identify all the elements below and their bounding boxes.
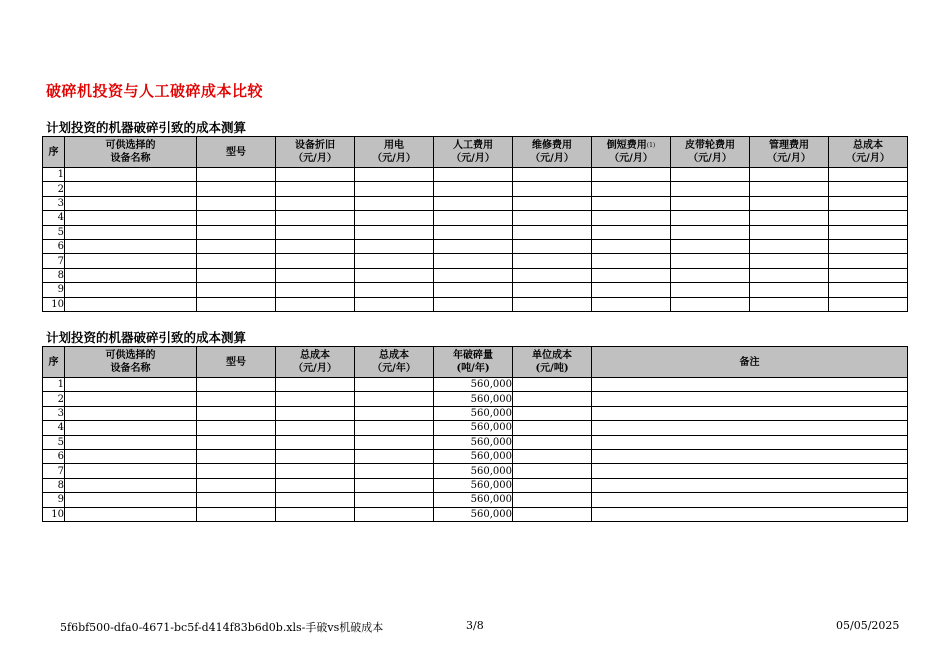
table-cell[interactable] <box>592 211 671 225</box>
row-number-cell[interactable]: 3 <box>43 406 65 420</box>
table-cell[interactable] <box>65 283 197 297</box>
table-cell[interactable] <box>197 196 276 210</box>
table-row <box>43 478 908 492</box>
table-cell[interactable] <box>197 211 276 225</box>
table-cell[interactable] <box>355 449 434 463</box>
row-number-cell[interactable]: 2 <box>43 182 65 196</box>
table-cell[interactable] <box>65 406 197 420</box>
table-cell[interactable] <box>197 449 276 463</box>
table-cell[interactable] <box>671 268 750 282</box>
table-cell[interactable] <box>276 435 355 449</box>
table-cell[interactable] <box>671 211 750 225</box>
header-unit: 设备名称 <box>110 363 151 374</box>
table-cell[interactable] <box>829 268 908 282</box>
table2-title: 计划投资的机器破碎引致的成本测算 <box>46 330 247 345</box>
table-cell[interactable] <box>355 378 434 392</box>
table2-header-row <box>43 347 908 378</box>
table2-header-cell <box>355 347 434 378</box>
table-cell[interactable] <box>513 421 592 435</box>
table-row <box>43 392 908 406</box>
table-row <box>43 507 908 521</box>
table-row <box>43 168 908 182</box>
table-cell[interactable] <box>65 254 197 268</box>
table-cell[interactable] <box>197 268 276 282</box>
table-cell[interactable] <box>513 493 592 507</box>
table-cell[interactable] <box>829 196 908 210</box>
row-number-cell[interactable]: 1 <box>43 168 65 182</box>
table-cell[interactable] <box>592 196 671 210</box>
table-cell[interactable] <box>276 392 355 406</box>
header-label: 总成本 <box>300 350 330 361</box>
table-cell[interactable] <box>671 168 750 182</box>
header-unit: （元/月） <box>688 153 732 164</box>
table-cell[interactable] <box>829 239 908 253</box>
row-number-cell[interactable]: 1 <box>43 378 65 392</box>
table-cell[interactable] <box>434 225 513 239</box>
table-cell[interactable] <box>276 168 355 182</box>
header-label: 总成本 <box>379 350 409 361</box>
header-label: 管理费用 <box>769 140 809 151</box>
table-cell[interactable] <box>276 478 355 492</box>
table-cell[interactable] <box>671 283 750 297</box>
row-number-cell[interactable]: 10 <box>43 297 65 311</box>
table-cell[interactable] <box>592 283 671 297</box>
table-cell[interactable] <box>829 254 908 268</box>
table-cell[interactable] <box>276 493 355 507</box>
table-row <box>43 268 908 282</box>
table-row <box>43 449 908 463</box>
annual-volume-cell[interactable]: 560,000 <box>434 464 513 478</box>
row-number-cell[interactable]: 5 <box>43 225 65 239</box>
row-number-cell[interactable]: 8 <box>43 478 65 492</box>
table-cell[interactable] <box>355 507 434 521</box>
table-cell[interactable] <box>592 507 908 521</box>
table2-header-cell <box>65 347 197 378</box>
table-cell[interactable] <box>592 268 671 282</box>
table1-header-row <box>43 137 908 168</box>
table-cell[interactable] <box>750 239 829 253</box>
table-cell[interactable] <box>276 268 355 282</box>
table-row <box>43 254 908 268</box>
table-cell[interactable] <box>197 478 276 492</box>
table-cell[interactable] <box>829 297 908 311</box>
header-label: 设备折旧 <box>295 140 335 151</box>
annual-volume-cell[interactable]: 560,000 <box>434 449 513 463</box>
table-row <box>43 493 908 507</box>
table-cell[interactable] <box>592 254 671 268</box>
table-cell[interactable] <box>513 225 592 239</box>
table1-header-cell <box>592 137 671 168</box>
table-row <box>43 182 908 196</box>
table-cell[interactable] <box>355 283 434 297</box>
table-row <box>43 211 908 225</box>
row-number-cell[interactable]: 5 <box>43 435 65 449</box>
table-cell[interactable] <box>65 493 197 507</box>
table-cell[interactable] <box>671 182 750 196</box>
table-row <box>43 421 908 435</box>
table2-header-cell <box>197 347 276 378</box>
table-cell[interactable] <box>355 464 434 478</box>
table-cell[interactable] <box>197 378 276 392</box>
table-cell[interactable] <box>276 239 355 253</box>
header-label: 备注 <box>739 356 760 368</box>
table-cell[interactable] <box>276 378 355 392</box>
table-cell[interactable] <box>276 507 355 521</box>
table-cell[interactable] <box>513 507 592 521</box>
header-unit: （元/月） <box>293 153 337 164</box>
row-number-cell[interactable]: 10 <box>43 507 65 521</box>
table-cell[interactable] <box>65 421 197 435</box>
table-cell[interactable] <box>276 421 355 435</box>
table-cell[interactable] <box>65 225 197 239</box>
table-cell[interactable] <box>65 507 197 521</box>
table-cell[interactable] <box>355 254 434 268</box>
table-cell[interactable] <box>65 378 197 392</box>
table-row <box>43 297 908 311</box>
header-unit: （元/月） <box>451 153 495 164</box>
table-row <box>43 283 908 297</box>
table-cell[interactable] <box>513 449 592 463</box>
table-row <box>43 196 908 210</box>
table-cell[interactable] <box>829 182 908 196</box>
table2-header-cell <box>513 347 592 378</box>
table-cell[interactable] <box>65 196 197 210</box>
table-cell[interactable] <box>65 168 197 182</box>
table-cell[interactable] <box>592 225 671 239</box>
table-cell[interactable] <box>197 168 276 182</box>
table-cell[interactable] <box>197 421 276 435</box>
table-cell[interactable] <box>671 225 750 239</box>
header-label: 可供选择的 <box>105 350 156 361</box>
header-label: 倒短费用 <box>606 140 647 151</box>
table-cell[interactable] <box>276 449 355 463</box>
table-cell[interactable] <box>276 464 355 478</box>
table-row <box>43 378 908 392</box>
table-cell[interactable] <box>592 478 908 492</box>
footer-date: 05/05/2025 <box>836 619 900 632</box>
table-cell[interactable] <box>355 225 434 239</box>
header-unit: 设备名称 <box>110 153 151 164</box>
table-cell[interactable] <box>829 168 908 182</box>
header-label: 序 <box>48 146 59 158</box>
header-unit: (元/吨) <box>535 363 569 374</box>
table-cell[interactable] <box>276 406 355 420</box>
table-cell[interactable] <box>434 168 513 182</box>
table-cell[interactable] <box>355 168 434 182</box>
table-cell[interactable] <box>592 182 671 196</box>
table1-header-cell <box>197 137 276 168</box>
table-cell[interactable] <box>355 421 434 435</box>
table-cell[interactable] <box>750 297 829 311</box>
annual-volume-cell[interactable]: 560,000 <box>434 406 513 420</box>
table-cell[interactable] <box>276 283 355 297</box>
row-number-cell[interactable]: 6 <box>43 239 65 253</box>
table-cell[interactable] <box>434 239 513 253</box>
table-cell[interactable] <box>65 297 197 311</box>
table-cell[interactable] <box>671 297 750 311</box>
table-cell[interactable] <box>197 435 276 449</box>
table-row <box>43 406 908 420</box>
table-cell[interactable] <box>355 196 434 210</box>
table-cell[interactable] <box>65 464 197 478</box>
table-row <box>43 225 908 239</box>
table-cell[interactable] <box>355 297 434 311</box>
table-cell[interactable] <box>197 406 276 420</box>
table-cell[interactable] <box>197 493 276 507</box>
table-cell[interactable] <box>355 211 434 225</box>
header-label: 维修费用 <box>532 140 572 151</box>
table-cell[interactable] <box>671 254 750 268</box>
table-row <box>43 435 908 449</box>
table1-header-cell <box>750 137 829 168</box>
table-cell[interactable] <box>592 421 908 435</box>
header-label: 年破碎量 <box>453 350 493 361</box>
table-cell[interactable] <box>829 211 908 225</box>
table-cell[interactable] <box>592 168 671 182</box>
header-unit: （元/月） <box>609 153 653 164</box>
table-row <box>43 239 908 253</box>
table-cell[interactable] <box>65 239 197 253</box>
table-cell[interactable] <box>750 196 829 210</box>
row-number-cell[interactable]: 3 <box>43 196 65 210</box>
annual-volume-cell[interactable]: 560,000 <box>434 478 513 492</box>
table-cell[interactable] <box>65 182 197 196</box>
table-cell[interactable] <box>355 268 434 282</box>
table-cell[interactable] <box>434 268 513 282</box>
table-cell[interactable] <box>197 182 276 196</box>
header-label: 型号 <box>226 356 246 368</box>
table-cell[interactable] <box>750 211 829 225</box>
table-cell[interactable] <box>513 182 592 196</box>
table-cell[interactable] <box>434 254 513 268</box>
annual-volume-cell[interactable]: 560,000 <box>434 421 513 435</box>
header-unit: （元/年） <box>372 363 416 374</box>
table-cell[interactable] <box>355 392 434 406</box>
table-cell[interactable] <box>276 225 355 239</box>
table-cell[interactable] <box>65 449 197 463</box>
table-cell[interactable] <box>65 392 197 406</box>
row-number-cell[interactable]: 6 <box>43 449 65 463</box>
header-label: 序 <box>48 356 59 368</box>
table-cell[interactable] <box>592 464 908 478</box>
footer-filename: 5f6bf500-dfa0-4671-bc5f-d414f83b6d0b.xls-手破vs机破成本 <box>60 621 384 634</box>
annual-volume-cell[interactable]: 560,000 <box>434 435 513 449</box>
table1-header-cell <box>434 137 513 168</box>
table-cell[interactable] <box>276 182 355 196</box>
row-number-cell[interactable]: 9 <box>43 283 65 297</box>
page-title: 破碎机投资与人工破碎成本比较 <box>46 82 264 100</box>
table-cell[interactable] <box>197 464 276 478</box>
table2-header-cell <box>434 347 513 378</box>
table-cell[interactable] <box>513 168 592 182</box>
row-number-cell[interactable]: 7 <box>43 254 65 268</box>
table-cell[interactable] <box>829 283 908 297</box>
header-unit: （元/月） <box>293 363 337 374</box>
table1-header-cell <box>829 137 908 168</box>
row-number-cell[interactable]: 7 <box>43 464 65 478</box>
table-cell[interactable] <box>750 283 829 297</box>
table-cell[interactable] <box>513 378 592 392</box>
table-cell[interactable] <box>197 392 276 406</box>
header-unit: （元/月） <box>846 153 890 164</box>
table-cell[interactable] <box>592 406 908 420</box>
table2-header-cell <box>276 347 355 378</box>
header-unit: (吨/年) <box>456 363 490 374</box>
header-unit: （元/月） <box>530 153 574 164</box>
header-unit: （元/月） <box>372 153 416 164</box>
row-number-cell[interactable]: 4 <box>43 211 65 225</box>
table-cell[interactable] <box>592 435 908 449</box>
table-cell[interactable] <box>434 196 513 210</box>
table-cell[interactable] <box>592 493 908 507</box>
table-cell[interactable] <box>355 493 434 507</box>
table1-header-cell <box>513 137 592 168</box>
annual-volume-cell[interactable]: 560,000 <box>434 493 513 507</box>
table-cell[interactable] <box>671 196 750 210</box>
table-cell[interactable] <box>355 478 434 492</box>
row-number-cell[interactable]: 9 <box>43 493 65 507</box>
cost-table-annual <box>42 346 908 522</box>
table1-header-cell <box>65 137 197 168</box>
table-cell[interactable] <box>197 239 276 253</box>
table-cell[interactable] <box>197 283 276 297</box>
table-cell[interactable] <box>592 378 908 392</box>
table-row <box>43 464 908 478</box>
table-cell[interactable] <box>65 478 197 492</box>
table-cell[interactable] <box>750 268 829 282</box>
table-cell[interactable] <box>513 211 592 225</box>
table2-header-cell <box>592 347 908 378</box>
table1-header-cell <box>43 137 65 168</box>
table-cell[interactable] <box>276 297 355 311</box>
table-cell[interactable] <box>513 464 592 478</box>
table-cell[interactable] <box>197 254 276 268</box>
table-cell[interactable] <box>592 239 671 253</box>
table-cell[interactable] <box>434 283 513 297</box>
table-cell[interactable] <box>592 297 671 311</box>
table1-title: 计划投资的机器破碎引致的成本测算 <box>46 120 247 135</box>
table-cell[interactable] <box>355 406 434 420</box>
table-cell[interactable] <box>513 297 592 311</box>
table-cell[interactable] <box>513 254 592 268</box>
table1-header-cell <box>671 137 750 168</box>
table-cell[interactable] <box>276 211 355 225</box>
table-cell[interactable] <box>671 239 750 253</box>
table-cell[interactable] <box>513 196 592 210</box>
table-cell[interactable] <box>434 297 513 311</box>
table-cell[interactable] <box>197 297 276 311</box>
annual-volume-cell[interactable]: 560,000 <box>434 392 513 406</box>
table-cell[interactable] <box>65 268 197 282</box>
footer-page-number: 3/8 <box>466 619 484 632</box>
header-label: 可供选择的 <box>105 140 156 151</box>
table-cell[interactable] <box>276 254 355 268</box>
table-cell[interactable] <box>750 254 829 268</box>
table2-header-cell <box>43 347 65 378</box>
header-footnote-mark: (1) <box>646 142 656 149</box>
header-label: 单位成本 <box>532 350 572 361</box>
header-label: 皮带轮费用 <box>685 140 735 151</box>
table-cell[interactable] <box>355 435 434 449</box>
table-cell[interactable] <box>65 435 197 449</box>
row-number-cell[interactable]: 8 <box>43 268 65 282</box>
table-cell[interactable] <box>513 478 592 492</box>
table-cell[interactable] <box>65 211 197 225</box>
table-cell[interactable] <box>513 435 592 449</box>
header-unit: （元/月） <box>767 153 811 164</box>
table1-header-cell <box>355 137 434 168</box>
table-cell[interactable] <box>513 268 592 282</box>
table-cell[interactable] <box>434 211 513 225</box>
header-label: 型号 <box>226 146 246 158</box>
table-cell[interactable] <box>513 406 592 420</box>
table-cell[interactable] <box>355 182 434 196</box>
table-cell[interactable] <box>592 449 908 463</box>
table-cell[interactable] <box>829 225 908 239</box>
header-label: 用电 <box>384 140 404 151</box>
row-number-cell[interactable]: 2 <box>43 392 65 406</box>
table-cell[interactable] <box>197 225 276 239</box>
table-cell[interactable] <box>434 182 513 196</box>
annual-volume-cell[interactable]: 560,000 <box>434 378 513 392</box>
table-cell[interactable] <box>276 196 355 210</box>
table-cell[interactable] <box>750 225 829 239</box>
table-cell[interactable] <box>750 182 829 196</box>
table-cell[interactable] <box>513 392 592 406</box>
cost-table-monthly <box>42 136 908 312</box>
table-cell[interactable] <box>513 283 592 297</box>
table-cell[interactable] <box>355 239 434 253</box>
table-cell[interactable] <box>750 168 829 182</box>
table-cell[interactable] <box>592 392 908 406</box>
table-cell[interactable] <box>513 239 592 253</box>
table1-header-cell <box>276 137 355 168</box>
annual-volume-cell[interactable]: 560,000 <box>434 507 513 521</box>
table-cell[interactable] <box>197 507 276 521</box>
header-label: 人工费用 <box>453 140 493 151</box>
row-number-cell[interactable]: 4 <box>43 421 65 435</box>
header-label: 总成本 <box>853 140 883 151</box>
